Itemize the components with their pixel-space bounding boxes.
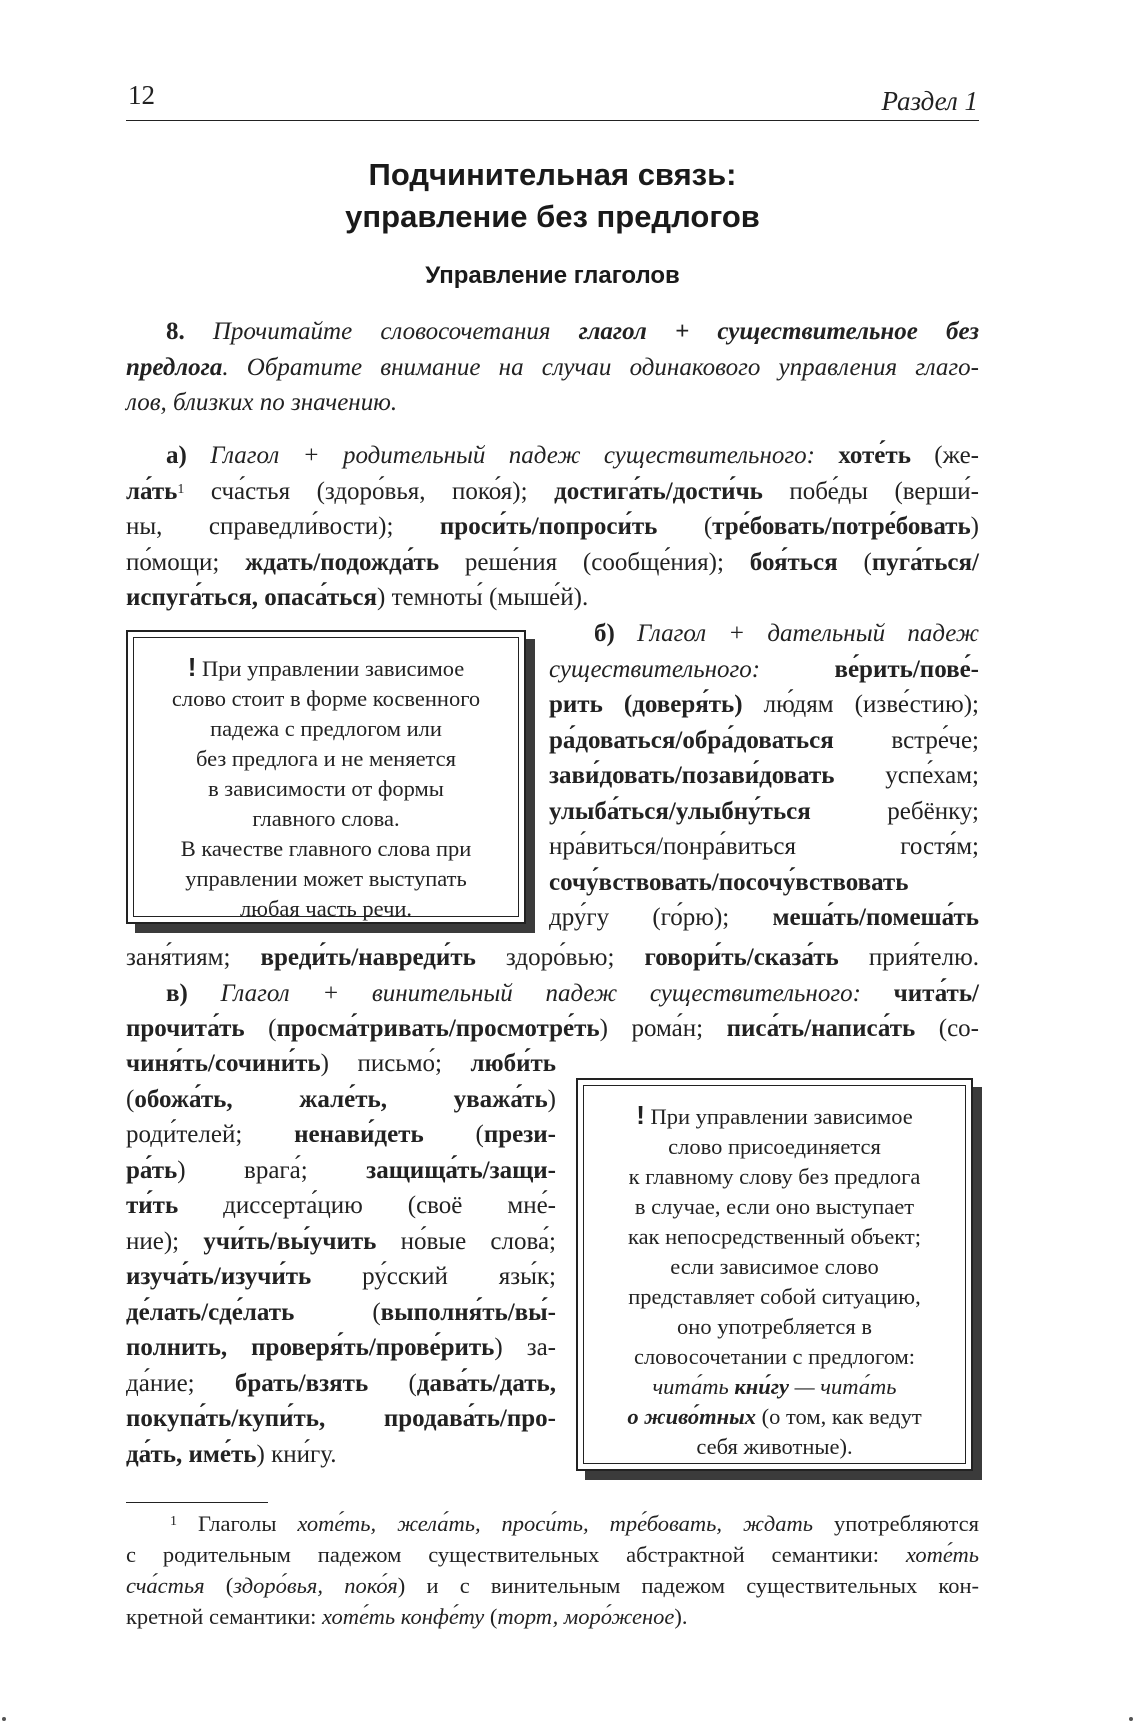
part-b-line-6: улыба́ться/улыбну́ться ребёнку; xyxy=(549,797,979,825)
note-box-2-line-6: если зависимое слово xyxy=(670,1254,879,1279)
part-b-line-3: рить (доверя́ть) лю́дям (изве́стию); xyxy=(549,691,979,718)
part-v-line-7: ти́ть диссерта́цию (своё мне́- xyxy=(126,1192,556,1219)
part-a xyxy=(126,438,979,616)
part-b-line-2: существительного: ве́рить/пове́- xyxy=(549,655,979,683)
section-label: Раздел 1 xyxy=(881,86,978,116)
note-box-2-example-1: чита́ть кни́гу — чита́ть xyxy=(652,1374,897,1399)
exercise-instruction xyxy=(126,314,979,421)
note-box-1-inner xyxy=(133,637,519,921)
note-box-2-line-7: представляет собой ситуацию, xyxy=(628,1284,921,1309)
note-box-2-example-2: о живо́тных (о том, как ведут xyxy=(627,1404,922,1429)
footnote-rule xyxy=(126,1502,268,1503)
part-v-line-2: прочита́ть (просма́тривать/просмотре́ть) рома́н; писа́ть/написа́ть (со- xyxy=(126,1015,979,1042)
part-v-line-10: де́лать/сде́лать (выполня́ть/вы́- xyxy=(126,1298,556,1326)
part-v xyxy=(126,1046,556,1472)
exercise-line-3: лов, близких по значению. xyxy=(126,389,398,416)
note-box-1-line-2: слово стоит в форме косвенного xyxy=(171,686,481,711)
part-v-line-8: ние); учи́ть/вы́учить но́вые слова́; xyxy=(126,1227,557,1255)
part-v-line-4: (обожа́ть, жале́ть, уважа́ть) xyxy=(126,1085,556,1113)
note-box-1 xyxy=(126,630,526,924)
exercise-line-1: 8. Прочитайте словосочетания глагол + существительное без xyxy=(166,318,979,345)
page-title xyxy=(126,154,979,238)
part-b-line-8: сочу́вствовать/посочу́вствовать xyxy=(549,868,909,896)
footnote-ref: 1 xyxy=(177,481,185,497)
title-line-2: управление без предлогов xyxy=(345,199,760,234)
note-box-1-line-7: В качестве главного слова при xyxy=(180,836,472,861)
note-box-2-line-9: словосочетании с предлогом: xyxy=(633,1344,916,1369)
note-box-2-line-3: к главному слову без предлога xyxy=(628,1164,921,1189)
part-a-line-2: $ла́ть^1$ сча́стья (здоро́вья, поко́я); достига́ть/дости́чь побе́ды (верши́- xyxy=(126,477,979,505)
note-box-2-line-4: в случае, если оно выступает xyxy=(634,1194,915,1219)
note-box-1-line-4: без предлога и не меняется xyxy=(195,746,457,771)
footnote-line-2: с родительным падежом существительных абстрактной семантики: хоте́ть xyxy=(126,1542,979,1567)
part-b xyxy=(549,616,979,936)
note-box-2-line-1: ! При управлении зависимое xyxy=(636,1100,913,1130)
part-b-v-full-width xyxy=(126,940,979,1047)
note-box-2-line-8: оно употребляется в xyxy=(677,1314,872,1339)
footnote-line-1: $^1$ Глаголы хоте́ть, жела́ть, проси́ть, тре́бовать, ждать употребляются xyxy=(170,1511,979,1536)
note-box-2-example-3: себя животные). xyxy=(696,1434,853,1459)
part-v-line-6: ра́ть) врага́; защища́ть/защи- xyxy=(126,1156,556,1184)
part-b-line-10: заня́тиям; вреди́ть/навреди́ть здоро́вью; говори́ть/сказа́ть прия́телю. xyxy=(126,944,979,971)
note-box-1-line-1: ! При управлении зависимое xyxy=(187,652,465,682)
exclamation-icon: ! xyxy=(636,1100,645,1130)
part-a-line-1: а) Глагол + родительный падеж существительного: хоте́ть (же- xyxy=(166,442,979,469)
part-b-line-4: ра́доваться/обра́доваться встре́че; xyxy=(549,726,979,754)
part-b-line-9: дру́гу (го́рю); меша́ть/помеша́ть xyxy=(549,904,979,931)
part-b-line-7: нра́виться/понра́виться гостя́м; xyxy=(549,833,979,860)
note-box-1-line-9: любая часть речи. xyxy=(239,896,413,921)
part-v-line-12: да́ние; брать/взять (дава́ть/дать, xyxy=(126,1369,556,1397)
note-box-2-line-2: слово присоединяется xyxy=(668,1134,881,1159)
note-box-1-line-3: падежа с предлогом или xyxy=(210,716,442,741)
part-v-line-1: в) Глагол + винительный падеж существительного: чита́ть/ xyxy=(166,979,979,1007)
footnote xyxy=(126,1508,979,1632)
exclamation-icon: ! xyxy=(187,652,197,682)
scan-corner-mark xyxy=(2,1717,6,1721)
part-v-line-3: чиня́ть/сочини́ть) письмо́; люби́ть xyxy=(126,1050,556,1077)
note-box-1-line-6: главного слова. xyxy=(252,806,400,831)
part-v-line-9: изуча́ть/изучи́ть ру́сский язы́к; xyxy=(126,1263,556,1290)
scan-corner-mark xyxy=(1129,1717,1133,1721)
note-box-2-line-5: как непосредственный объект; xyxy=(627,1224,922,1249)
part-v-line-14: да́ть, име́ть) кни́гу. xyxy=(126,1440,337,1468)
part-v-line-11: полнить, проверя́ть/прове́рить) за- xyxy=(126,1334,556,1361)
footnote-line-4: кретной семантики: хоте́ть конфе́ту (торт, моро́женое). xyxy=(126,1604,688,1629)
part-v-line-5: роди́телей; ненави́деть (прези- xyxy=(126,1121,556,1148)
part-a-line-3: ны, справедли́вости); проси́ть/попроси́ть (тре́бовать/потре́бовать) xyxy=(126,513,979,540)
note-box-2 xyxy=(576,1078,973,1471)
note-box-2-inner xyxy=(583,1085,966,1464)
title-line-1: Подчинительная связь: xyxy=(368,157,737,192)
note-box-1-line-8: управлении может выступать xyxy=(185,866,467,891)
note-box-1-line-5: в зависимости от формы xyxy=(208,776,444,801)
part-a-line-5: испуга́ться, опаса́ться) темноты́ (мыше́й). xyxy=(126,584,589,611)
header-rule xyxy=(126,120,979,121)
section-subtitle: Управление глаголов xyxy=(425,262,680,289)
part-a-line-4: по́мощи; ждать/подожда́ть реше́ния (сообще́ния); боя́ться (пуга́ться/ xyxy=(126,548,979,576)
part-b-line-1: б) Глагол + дательный падеж xyxy=(594,620,979,647)
exercise-line-2: предлога. Обратите внимание на случаи одинакового управления глаго- xyxy=(126,353,979,381)
part-b-line-5: зави́довать/позави́довать успе́хам; xyxy=(549,762,979,789)
footnote-line-3: сча́стья (здоро́вья, поко́я) и с винительным падежом существительных кон- xyxy=(126,1573,979,1598)
page-number: 12 xyxy=(128,80,155,110)
part-v-line-13: покупа́ть/купи́ть, продава́ть/про- xyxy=(126,1405,556,1432)
